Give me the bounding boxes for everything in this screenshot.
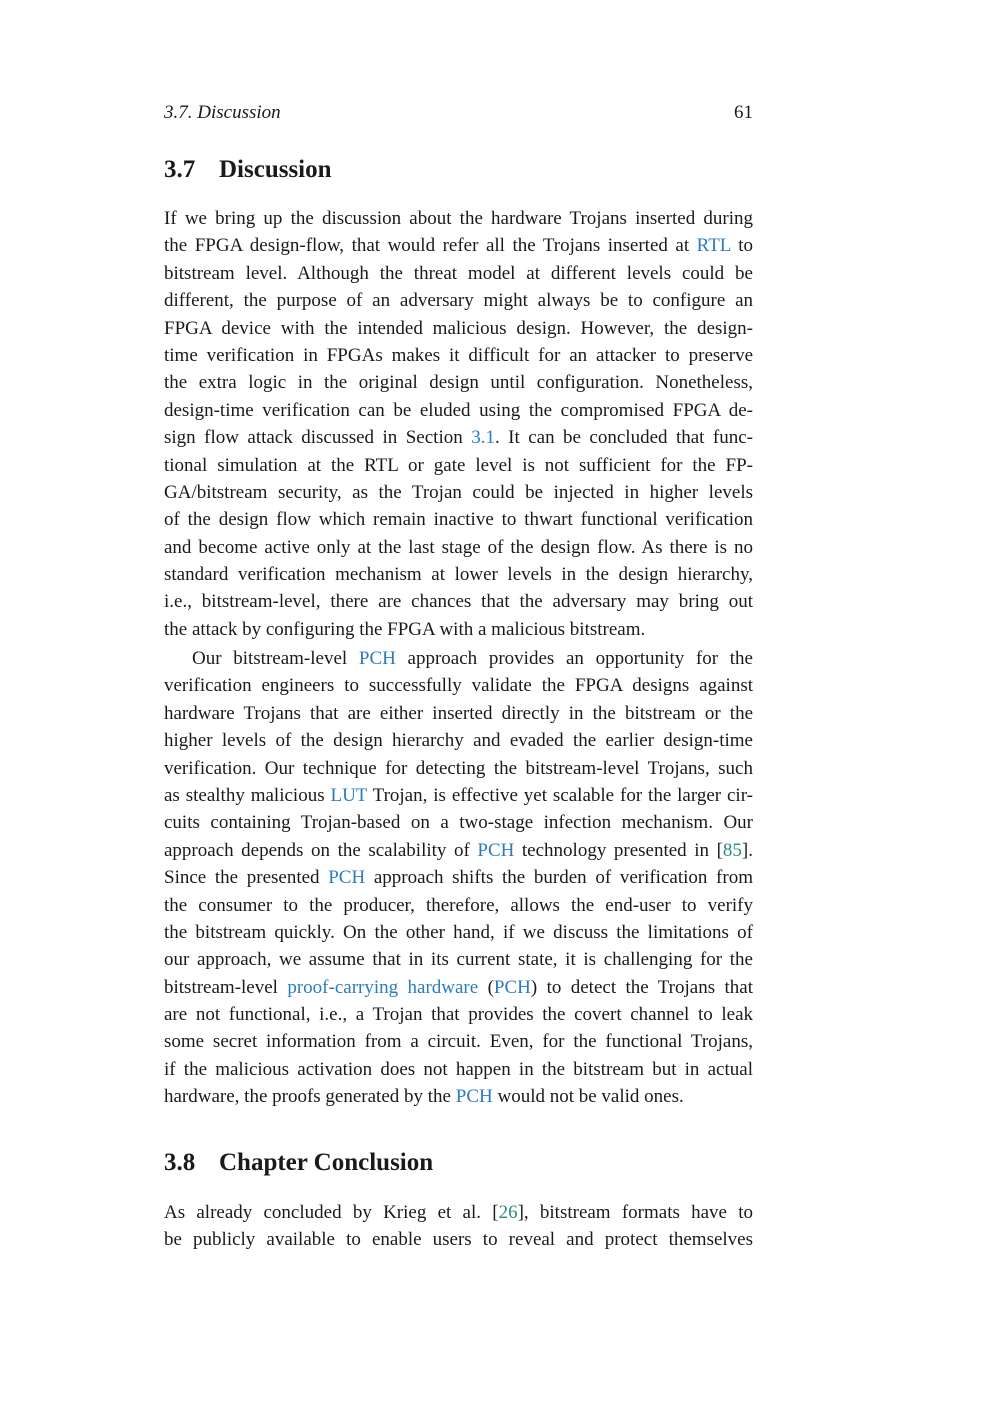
running-head — [164, 100, 753, 126]
conclusion-paragraph — [164, 1199, 753, 1254]
citation-85-link[interactable]: 85 — [722, 839, 742, 861]
text-line: tional simulation at the RTL or gate level is not sufficient for the FP- — [164, 454, 753, 476]
text-line: higher levels of the design hierarchy and evaded the earlier design-time — [164, 730, 753, 752]
text-line: are not functional, i.e., a Trojan that provides the covert channel to leak — [164, 1004, 753, 1026]
text-line: design-time verification can be eluded using the compromised FPGA de- — [164, 399, 753, 421]
text-line: if the malicious activation does not happen in the bitstream but in actual — [164, 1058, 753, 1080]
text-line: be publicly available to enable users to reveal and protect themselves — [164, 1229, 753, 1251]
pch-definition-link[interactable]: proof-carrying hardware — [287, 976, 479, 998]
text-run: As already concluded by Krieg et al. [ — [164, 1202, 499, 1223]
text-line: verification engineers to successfully validate the FPGA designs against — [164, 675, 753, 697]
text-line: our approach, we assume that in its current state, it is challenging for the — [164, 949, 753, 971]
text-line — [164, 232, 753, 259]
text-line: hardware Trojans that are either inserted directly in the bitstream or the — [164, 702, 753, 724]
citation-26-link[interactable]: 26 — [498, 1202, 518, 1223]
running-head-title: 3.7. Discussion — [164, 102, 281, 123]
text-line — [164, 837, 753, 864]
text-line — [164, 782, 753, 809]
text-run: ) to detect the Trojans that — [530, 976, 753, 998]
section-heading-chapter-conclusion — [164, 1147, 433, 1179]
text-line: bitstream level. Although the threat model at different levels could be — [164, 262, 753, 284]
text-line: cuits containing Trojan-based on a two-stage infection mechanism. Our — [164, 812, 753, 834]
text-run: ]. — [741, 839, 753, 861]
pch-acronym-link[interactable]: PCH — [358, 648, 396, 669]
text-line: and become active only at the last stage of the design flow. As there is no — [164, 536, 753, 558]
section-title: Chapter Conclusion — [219, 1149, 434, 1176]
text-run: ( — [478, 976, 494, 998]
text-line: of the design flow which remain inactive to thwart functional verification — [164, 509, 753, 531]
text-line: the consumer to the producer, therefore, allows the end-user to verify — [164, 894, 753, 916]
text-run: the FPGA design-flow, that would refer all the Trojans inserted at — [164, 235, 697, 257]
text-run: would not be valid ones. — [492, 1086, 684, 1108]
section-heading-discussion — [164, 154, 332, 186]
text-run: to — [730, 235, 754, 257]
lut-acronym-link[interactable]: LUT — [330, 784, 368, 806]
text-line: time verification in FPGAs makes it difficult for an attacker to preserve — [164, 344, 753, 366]
rtl-acronym-link[interactable]: RTL — [696, 235, 731, 257]
text-run: hardware, the proofs generated by the — [164, 1086, 456, 1108]
text-line: some secret information from a circuit. Even, for the functional Trojans, — [164, 1031, 753, 1053]
text-line — [164, 424, 753, 451]
text-line: verification. Our technique for detecting the bitstream-level Trojans, such — [164, 757, 753, 779]
pch-acronym-link[interactable]: PCH — [493, 976, 531, 998]
text-line — [164, 1199, 753, 1226]
text-run: as stealthy malicious — [164, 784, 331, 806]
text-line: different, the purpose of an adversary might always be to configure an — [164, 290, 753, 312]
text-run: Since the presented — [164, 867, 329, 889]
text-run: technology presented in [ — [514, 839, 723, 861]
text-run: Our bitstream-level — [192, 648, 359, 669]
text-line — [164, 1083, 753, 1110]
text-run: ], bitstream formats have to — [517, 1202, 753, 1223]
section-title: Discussion — [219, 156, 332, 183]
text-line: the bitstream quickly. On the other hand, if we discuss the limitations of — [164, 921, 753, 943]
discussion-paragraph-2 — [164, 645, 753, 1111]
section-number: 3.7 — [164, 156, 196, 183]
text-run: sign flow attack discussed in Section — [164, 427, 472, 449]
text-line: GA/bitstream security, as the Trojan could be injected in higher levels — [164, 481, 753, 503]
section-3-1-link[interactable]: 3.1 — [471, 427, 495, 449]
text-line — [164, 864, 753, 891]
text-run: approach shifts the burden of verification from — [365, 867, 753, 889]
text-line: standard verification mechanism at lower levels in the design hierarchy, — [164, 564, 753, 586]
text-line: i.e., bitstream-level, there are chances that the adversary may bring out — [164, 591, 753, 613]
page-number: 61 — [734, 102, 753, 123]
discussion-paragraph-1 — [164, 205, 753, 643]
text-line: FPGA device with the intended malicious design. However, the design- — [164, 317, 753, 339]
text-line — [164, 974, 753, 1001]
section-number: 3.8 — [164, 1149, 196, 1176]
pch-acronym-link[interactable]: PCH — [455, 1086, 493, 1108]
text-line: the attack by configuring the FPGA with a malicious bitstream. — [164, 618, 646, 640]
text-line: If we bring up the discussion about the hardware Trojans inserted during — [164, 208, 753, 229]
text-run: approach provides an opportunity for the — [395, 648, 753, 669]
pch-acronym-link[interactable]: PCH — [328, 867, 366, 889]
text-run: bitstream-level — [164, 976, 288, 998]
text-run: approach depends on the scalability of — [164, 839, 478, 861]
text-line — [164, 645, 753, 672]
pch-acronym-link[interactable]: PCH — [477, 839, 515, 861]
text-run: . It can be concluded that func- — [494, 427, 753, 449]
text-line: the extra logic in the original design until configuration. Nonetheless, — [164, 372, 753, 394]
text-run: Trojan, is effective yet scalable for the larger cir- — [367, 784, 753, 806]
